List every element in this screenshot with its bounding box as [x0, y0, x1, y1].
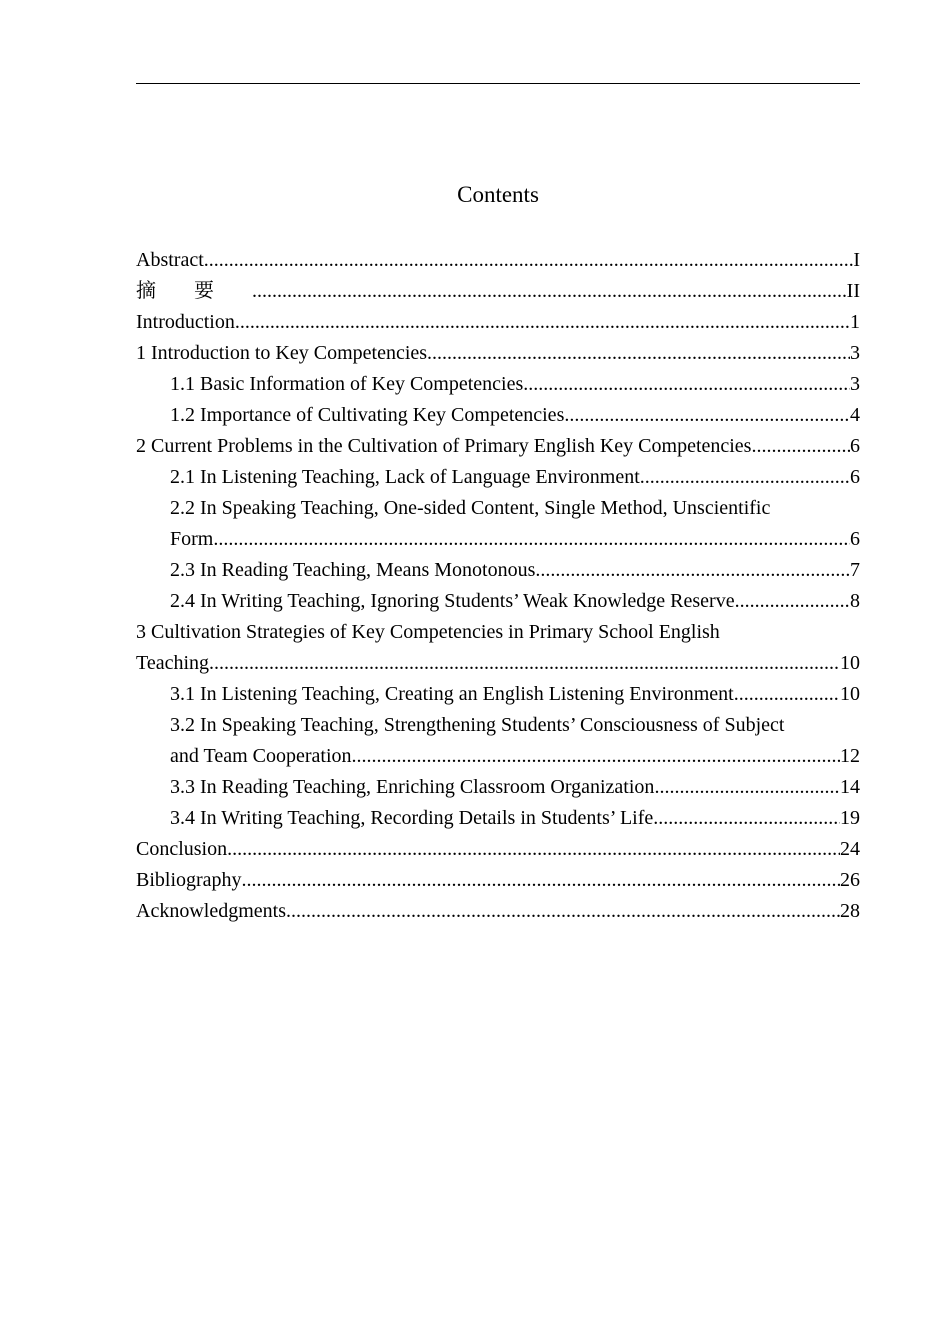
- toc-entry-page: 7: [850, 559, 860, 581]
- toc-entry-page: 12: [840, 745, 860, 767]
- toc-entry-abstract[interactable]: [136, 245, 860, 276]
- toc-entry-title: 3.3 In Reading Teaching, Enriching Classroom Organization: [170, 776, 655, 798]
- toc-leader-dots: [735, 586, 850, 617]
- toc-entry-title: 3.4 In Writing Teaching, Recording Details in Students’ Life: [170, 807, 654, 829]
- toc-entry-section-2-3[interactable]: [136, 555, 860, 586]
- toc-leader-dots: [751, 431, 850, 462]
- toc-entry-title-line2: and Team Cooperation: [170, 745, 352, 767]
- toc-entry-page: 19: [840, 807, 860, 829]
- toc-entry-chapter-2[interactable]: [136, 431, 860, 462]
- toc-entry-section-3-2[interactable]: [136, 710, 860, 772]
- toc-leader-dots: [213, 524, 850, 555]
- toc-entry-page: II: [846, 280, 860, 302]
- toc-entry-title: 1 Introduction to Key Competencies: [136, 342, 428, 364]
- toc-entry-page: 6: [850, 528, 860, 550]
- toc-entry-title: Acknowledgments: [136, 900, 286, 922]
- toc-leader-dots: [227, 834, 840, 865]
- toc-entry-line2: [136, 741, 860, 772]
- toc-entry-section-1-1[interactable]: [136, 369, 860, 400]
- toc-entry-page: 8: [850, 590, 860, 612]
- toc-entry-title: Bibliography: [136, 869, 242, 891]
- toc-leader-dots: [734, 679, 840, 710]
- toc-entry-title: 摘要: [136, 280, 252, 302]
- toc-leader-dots: [653, 803, 840, 834]
- toc-entry-page: 10: [840, 683, 860, 705]
- toc-entry-title: 2.1 In Listening Teaching, Lack of Language Environment: [170, 466, 640, 488]
- toc-entry-title: 1.2 Importance of Cultivating Key Competencies: [170, 404, 565, 426]
- toc-entry-chapter-1[interactable]: [136, 338, 860, 369]
- toc-entry-section-3-3[interactable]: [136, 772, 860, 803]
- toc-leader-dots: [252, 276, 847, 307]
- toc-entry-title: Abstract: [136, 249, 204, 271]
- toc-leader-dots: [427, 338, 850, 369]
- table-of-contents: [136, 245, 860, 927]
- toc-entry-page: 6: [850, 435, 860, 457]
- toc-entry-page: 24: [840, 838, 860, 860]
- toc-entry-section-2-2[interactable]: [136, 493, 860, 555]
- toc-entry-line2: [136, 524, 860, 555]
- toc-entry-bibliography[interactable]: [136, 865, 860, 896]
- toc-leader-dots: [535, 555, 850, 586]
- toc-entry-page: 4: [850, 404, 860, 426]
- page-title: Contents: [457, 182, 539, 207]
- toc-leader-dots: [242, 865, 840, 896]
- toc-entry-page: 14: [840, 776, 860, 798]
- toc-leader-dots: [235, 307, 850, 338]
- toc-entry-title: 2 Current Problems in the Cultivation of Primary English Key Competencies: [136, 435, 752, 457]
- toc-leader-dots: [204, 245, 854, 276]
- toc-entry-section-2-1[interactable]: [136, 462, 860, 493]
- toc-entry-page: 6: [850, 466, 860, 488]
- toc-leader-dots: [286, 896, 840, 927]
- toc-entry-title: 1.1 Basic Information of Key Competencies: [170, 373, 524, 395]
- toc-entry-section-2-4[interactable]: [136, 586, 860, 617]
- toc-leader-dots: [640, 462, 850, 493]
- toc-entry-title: Conclusion: [136, 838, 228, 860]
- toc-entry-section-1-2[interactable]: [136, 400, 860, 431]
- toc-entry-title: 2.4 In Writing Teaching, Ignoring Students’ Weak Knowledge Reserve: [170, 590, 735, 612]
- toc-entry-title-line1: 3 Cultivation Strategies of Key Competencies in Primary School English: [136, 621, 720, 643]
- toc-entry-page: 10: [840, 652, 860, 674]
- toc-entry-page: 3: [850, 373, 860, 395]
- toc-entry-page: I: [853, 249, 860, 271]
- toc-leader-dots: [209, 648, 840, 679]
- toc-leader-dots: [352, 741, 840, 772]
- toc-entry-title: 3.1 In Listening Teaching, Creating an English Listening Environment: [170, 683, 734, 705]
- toc-entry-title-line2: Form: [170, 528, 214, 550]
- toc-entry-conclusion[interactable]: [136, 834, 860, 865]
- toc-entry-title-line1: 2.2 In Speaking Teaching, One-sided Content, Single Method, Unscientific: [170, 497, 771, 519]
- toc-entry-title-line1: 3.2 In Speaking Teaching, Strengthening Students’ Consciousness of Subject: [170, 714, 785, 736]
- toc-entry-section-3-1[interactable]: [136, 679, 860, 710]
- toc-entry-title: Introduction: [136, 311, 235, 333]
- toc-entry-chapter-3[interactable]: [136, 617, 860, 679]
- toc-entry-page: 26: [840, 869, 860, 891]
- toc-entry-page: 1: [850, 311, 860, 333]
- toc-entry-section-3-4[interactable]: [136, 803, 860, 834]
- toc-entry-page: 28: [840, 900, 860, 922]
- toc-entry-chinese-abstract[interactable]: [136, 276, 860, 307]
- toc-entry-page: 3: [850, 342, 860, 364]
- toc-entry-introduction[interactable]: [136, 307, 860, 338]
- toc-leader-dots: [523, 369, 850, 400]
- toc-entry-title-line2: Teaching: [136, 652, 210, 674]
- toc-entry-title: 2.3 In Reading Teaching, Means Monotonous: [170, 559, 536, 581]
- toc-entry-line2: [136, 648, 860, 679]
- toc-leader-dots: [564, 400, 850, 431]
- header-rule: [136, 83, 860, 84]
- toc-entry-acknowledgments[interactable]: [136, 896, 860, 927]
- toc-leader-dots: [654, 772, 840, 803]
